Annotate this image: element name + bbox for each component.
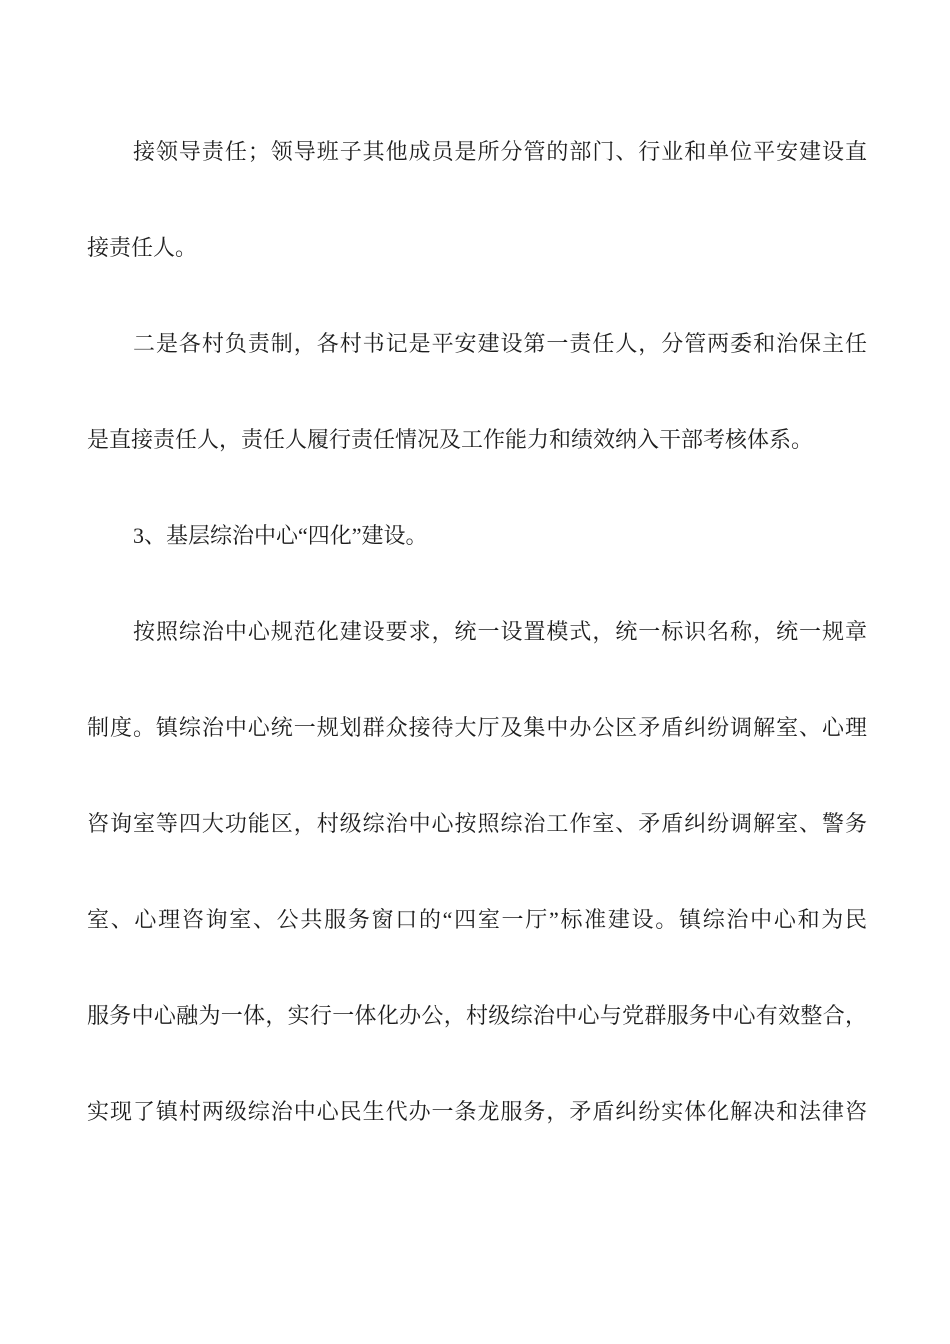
text-line: 接领导责任；领导班子其他成员是所分管的部门、行业和单位平安建设直 — [133, 139, 867, 164]
text-line: 制度。镇综治中心统一规划群众接待大厅及集中办公区矛盾纠纷调解室、心理 — [87, 715, 867, 740]
text-line: 服务中心融为一体，实行一体化办公，村级综治中心与党群服务中心有效整合， — [87, 1003, 867, 1028]
text-line: 室、心理咨询室、公共服务窗口的“四室一厅”标准建设。镇综治中心和为民 — [87, 907, 867, 932]
text-line: 是直接责任人，责任人履行责任情况及工作能力和绩效纳入干部考核体系。 — [87, 427, 814, 452]
text-line: 咨询室等四大功能区，村级综治中心按照综治工作室、矛盾纠纷调解室、警务 — [87, 811, 867, 836]
text-line: 3、基层综治中心“四化”建设。 — [133, 523, 428, 548]
text-line: 实现了镇村两级综治中心民生代办一条龙服务，矛盾纠纷实体化解决和法律咨 — [87, 1099, 867, 1124]
text-line: 二是各村负责制，各村书记是平安建设第一责任人，分管两委和治保主任 — [133, 331, 867, 356]
document-body — [87, 104, 867, 1160]
text-line: 接责任人。 — [87, 235, 198, 260]
text-line: 按照综治中心规范化建设要求，统一设置模式，统一标识名称，统一规章 — [133, 619, 867, 644]
